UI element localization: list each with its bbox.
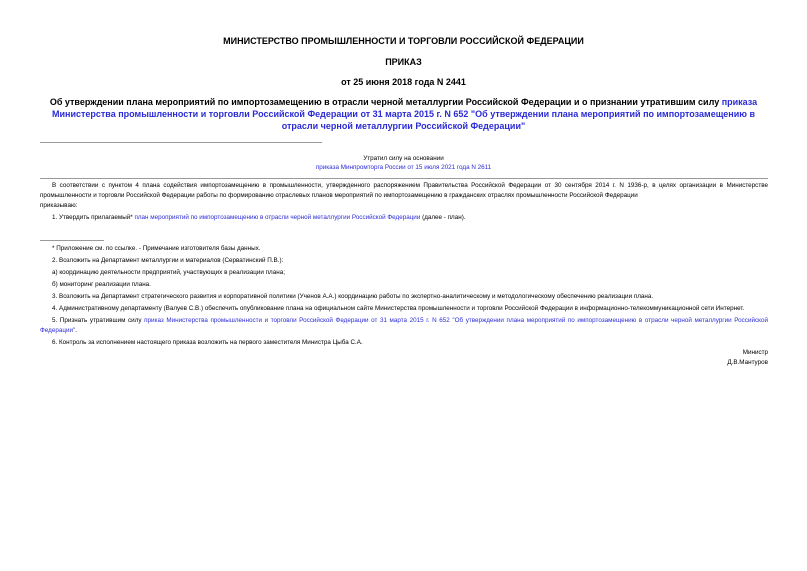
item-1-suffix: (далее - план). xyxy=(420,214,466,221)
order-items xyxy=(40,244,768,348)
item-3: 3. Возложить на Департамент стратегического развития и корпоративной политики (Ученов А.А.) координацию работы по экспертно-аналитическому и методологическому обеспечению реализации плана. xyxy=(52,293,654,300)
item-2b: б) мониторинг реализации плана. xyxy=(52,281,151,288)
signature-position: Министр xyxy=(742,349,768,356)
signature-name: Д.В.Мантуров xyxy=(727,359,768,366)
item-2: 2. Возложить на Департамент металлургии и материалов (Серватинский П.В.): xyxy=(52,257,284,264)
plan-link[interactable]: план мероприятий по импортозамещению в отрасли черной металлургии Российской Федерации xyxy=(134,214,421,221)
item-5-text: 5. Признать утратившим силу xyxy=(52,317,145,324)
status-note xyxy=(240,154,567,172)
repealed-order-link[interactable]: приказ Министерства промышленности и торговли Российской Федерации от 31 марта 2015 г. N 652 "Об утверждении плана мероприятий по импортозамещению в отрасли черной металлургии Российской Федерации" xyxy=(40,317,768,334)
item-5-suffix: . xyxy=(75,327,77,334)
title-order-link[interactable]: приказа Министерства промышленности и торговли Российской Федерации от 31 марта 2015 г. N 652 "Об утверждении плана мероприятий по импортозамещению в отрасли черной металлургии Российской Федерации" xyxy=(51,97,758,131)
item-5 xyxy=(40,316,768,336)
item-6: 6. Контроль за исполнением настоящего приказа возложить на первого заместителя Министра Цыба С.А. xyxy=(52,339,363,346)
date-number: от 25 июня 2018 года N 2441 xyxy=(341,77,466,87)
item-1-text: 1. Утвердить прилагаемый* xyxy=(52,214,135,221)
divider-top xyxy=(40,142,322,143)
item-2a: а) координацию деятельности предприятий, участвующих в реализации плана; xyxy=(52,269,285,276)
ministry-heading: МИНИСТЕРСТВО ПРОМЫШЛЕННОСТИ И ТОРГОВЛИ РОССИЙСКОЙ ФЕДЕРАЦИИ xyxy=(223,36,584,46)
order-body xyxy=(40,181,768,223)
status-note-link[interactable]: приказа Минпромторга России от 15 июля 2021 года N 2611 xyxy=(315,164,492,171)
footnote-divider xyxy=(40,240,104,241)
signature-block xyxy=(727,348,768,368)
document-title-text: Об утверждении плана мероприятий по импортозамещению в отрасли черной металлургии Российской Федерации и о признании утратившим силу xyxy=(49,97,722,107)
order-word: приказываю: xyxy=(40,202,78,209)
divider-body xyxy=(40,178,768,179)
preamble-paragraph: В соответствии с пунктом 4 плана содействия импортозамещению в промышленности, утвержденного распоряжением Правительства Российской Федерации от 30 сентября 2014 г. N 1936-р, в целях организации в Министерстве промышленности и торговли Российской Федерации работы по формированию отраслевых планов мероприятий по импортозамещению в гражданских отраслях промышленности Российской Федерации xyxy=(40,182,768,199)
document-title xyxy=(40,96,767,132)
footnote: * Приложение см. по ссылке. - Примечание изготовителя базы данных. xyxy=(52,245,261,252)
status-note-text: Утратил силу на основании xyxy=(363,155,444,162)
doc-type-heading: ПРИКАЗ xyxy=(385,57,422,67)
item-1 xyxy=(40,213,768,223)
item-4: 4. Административному департаменту (Валуев С.В.) обеспечить опубликование плана на официальном сайте Министерства промышленности и торговли Российской Федерации в информационно-телекоммуникационной сети Интернет. xyxy=(52,305,745,312)
